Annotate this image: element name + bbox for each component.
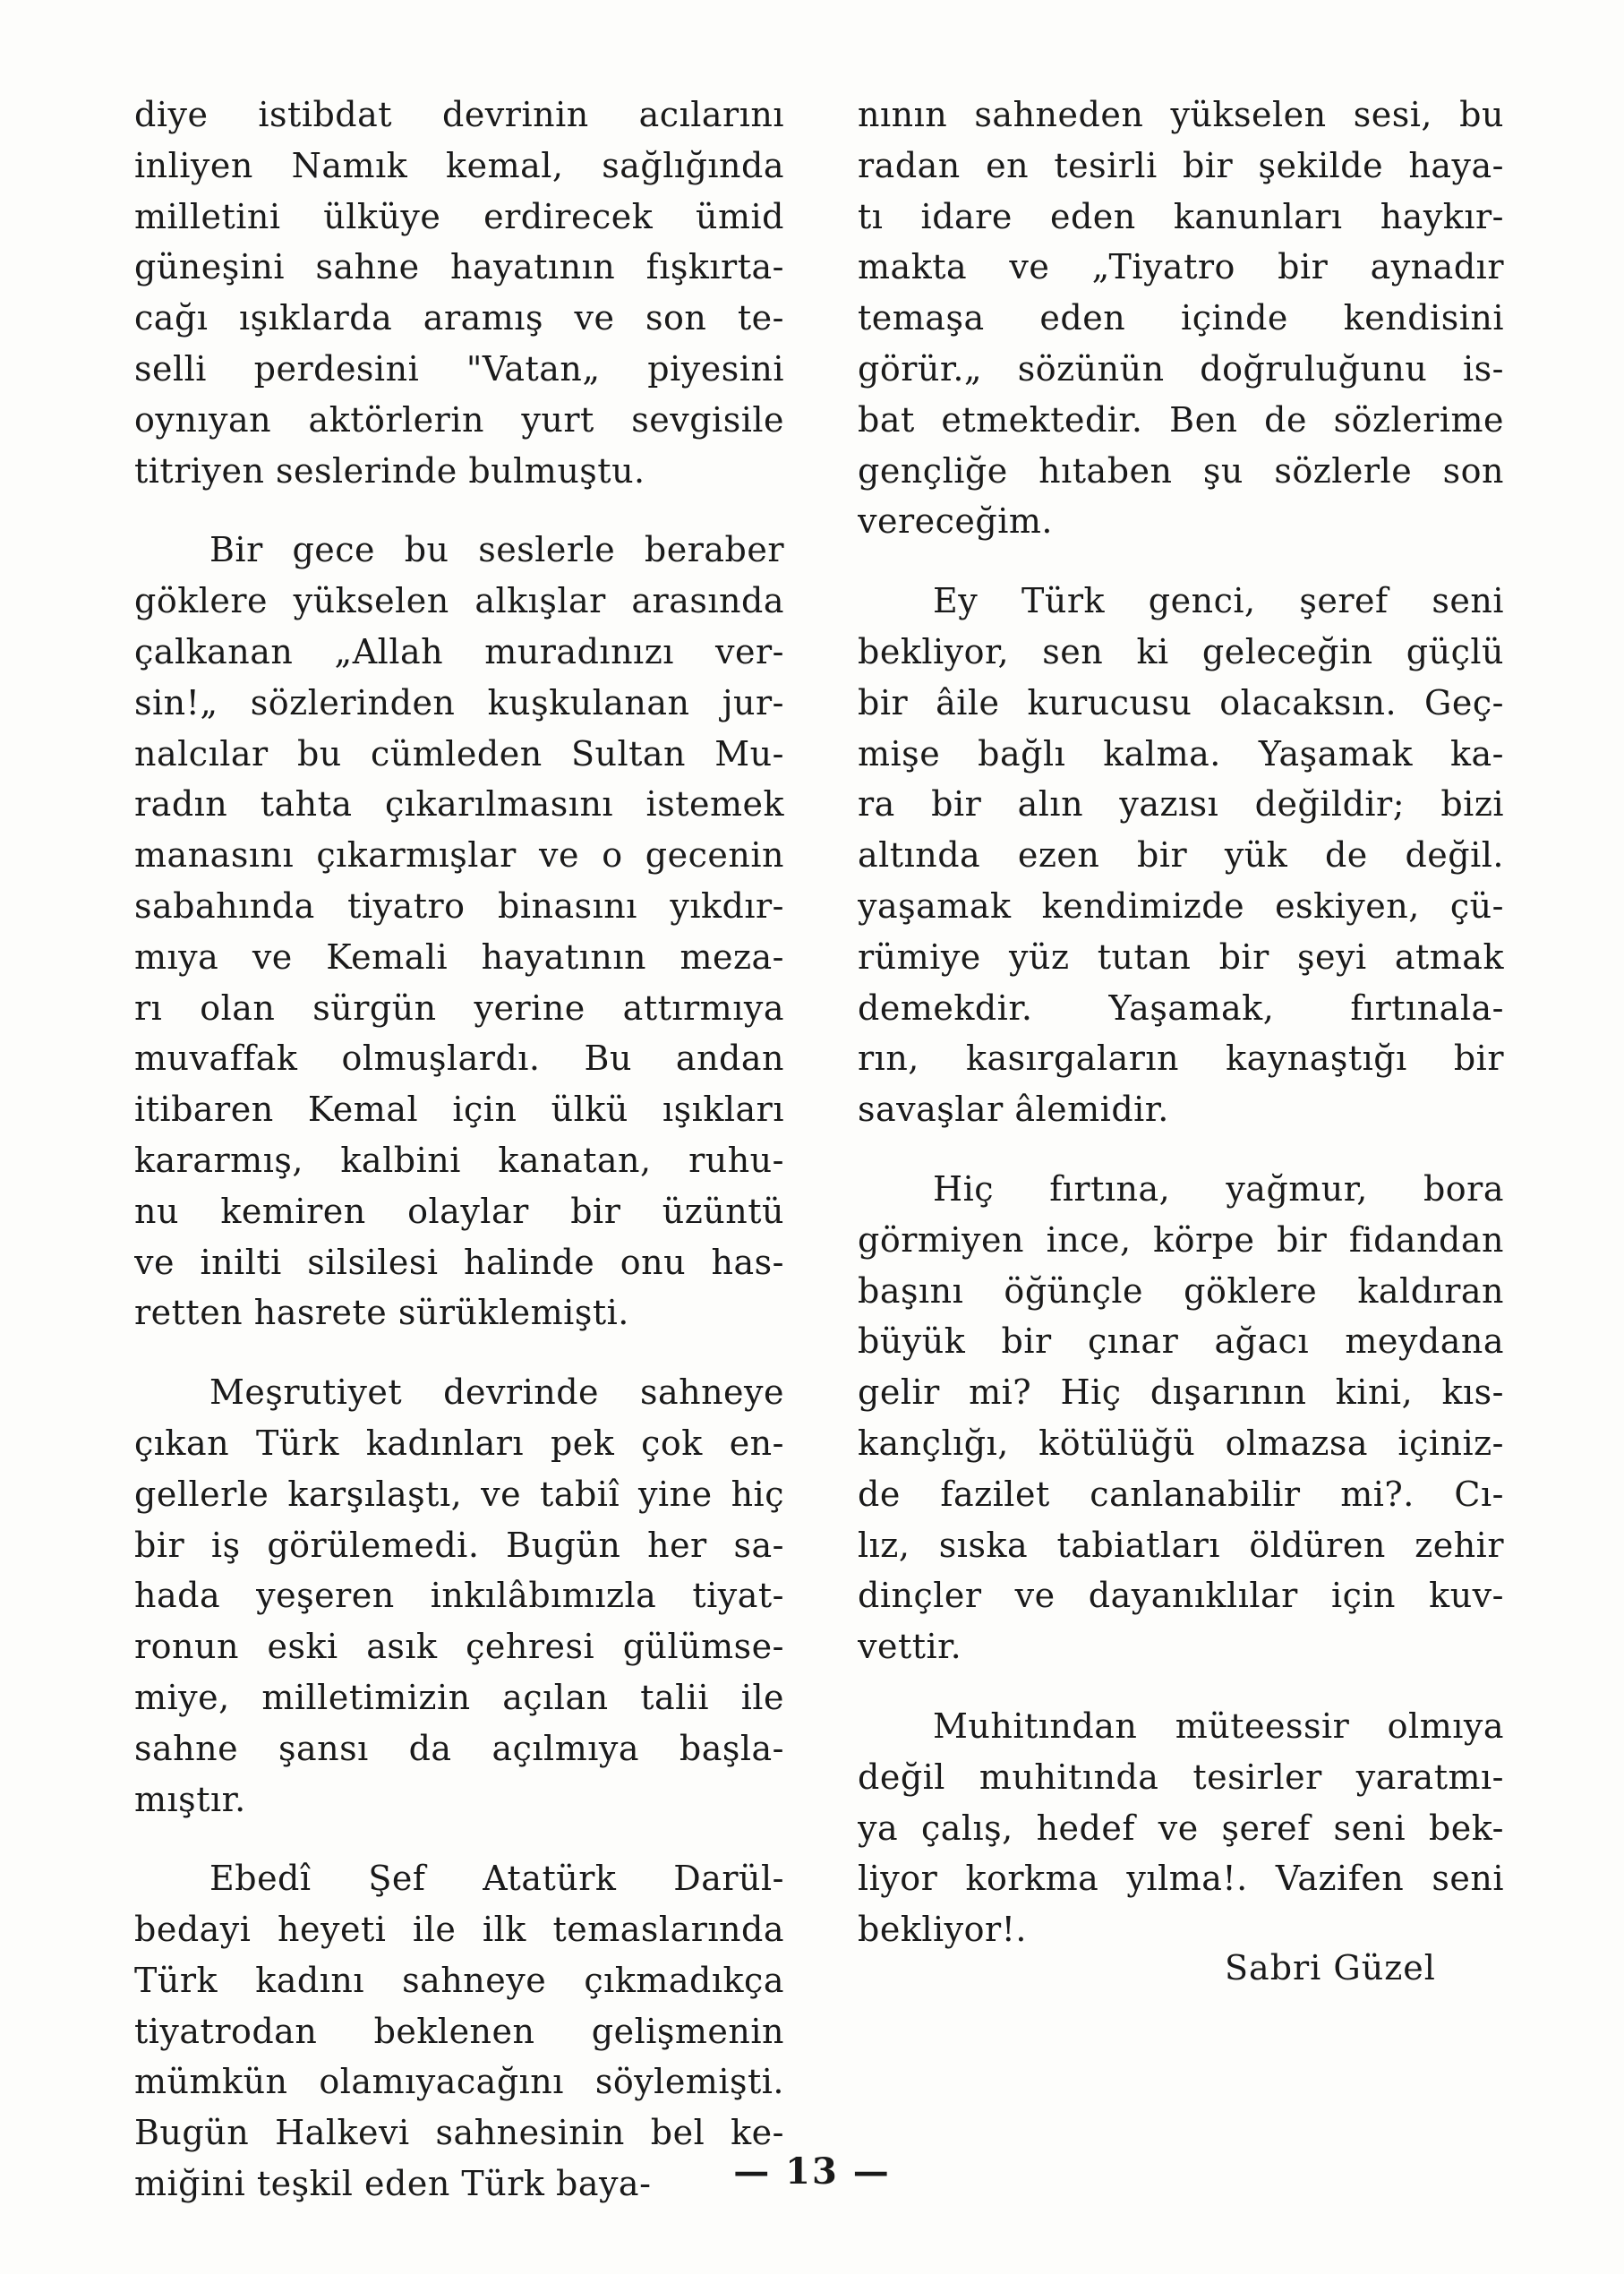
text-line: rı olan sürgün yerine attırmıya — [134, 987, 784, 1028]
text-line: bedayi heyeti ile ilk temaslarında — [134, 1910, 784, 1950]
text-line: tiyatrodan beklenen gelişmenin — [134, 2011, 784, 2051]
text-line: sin!„ sözlerinden kuşkulanan jur- — [134, 682, 784, 722]
paragraph — [858, 1164, 1504, 1672]
text-line: lız, sıska tabiatları öldüren zehir — [858, 1525, 1504, 1565]
text-line: rın, kasırgaların kaynaştığı bir — [858, 1039, 1504, 1079]
text-line: ra bir alın yazısı değildir; bizi — [858, 784, 1504, 825]
text-line: ve inilti silsilesi halinde onu has- — [134, 1242, 784, 1282]
text-line: mişe bağlı kalma. Yaşamak ka- — [858, 733, 1504, 774]
text-line: bir iş görülemedi. Bugün her sa- — [134, 1525, 784, 1565]
text-line: sahne şansı da açılmıya başla- — [134, 1728, 784, 1768]
text-line: radın tahta çıkarılmasını istemek — [134, 784, 784, 825]
text-line: temaşa eden içinde kendisini — [858, 298, 1504, 338]
text-line: kararmış, kalbini kanatan, ruhu- — [134, 1140, 784, 1180]
text-line: demekdir. Yaşamak, fırtınala- — [858, 987, 1504, 1028]
text-line: görmiyen ince, körpe bir fidandan — [858, 1219, 1504, 1260]
text-line: miye, milletimizin açılan talii ile — [134, 1677, 784, 1717]
paragraph — [858, 1701, 1504, 1955]
text-line: ronun eski asık çehresi gülümse- — [134, 1627, 784, 1667]
text-line: dinçler ve dayanıklılar için kuv- — [858, 1576, 1504, 1616]
text-line: gelir mi? Hiç dışarının kini, kıs- — [858, 1372, 1504, 1413]
text-line: Bugün Halkevi sahnesinin bel ke- — [134, 2113, 784, 2153]
text-line: retten hasrete sürüklemişti. — [134, 1293, 629, 1333]
text-line: Bir gece bu seslerle beraber — [209, 530, 784, 570]
text-line: hada yeşeren inkılâbımızla tiyat- — [134, 1576, 784, 1616]
text-line: Muhitından müteessir olmıya — [933, 1706, 1504, 1746]
text-line: altında ezen bir yük de değil. — [858, 835, 1504, 876]
text-line: bir âile kurucusu olacaksın. Geç- — [858, 682, 1504, 722]
text-line: görür.„ sözünün doğruluğunu is- — [858, 348, 1504, 389]
text-line: bekliyor, sen ki geleceğin güçlü — [858, 631, 1504, 671]
text-line: makta ve „Tiyatro bir aynadır — [858, 247, 1504, 287]
paragraph — [134, 90, 784, 496]
text-line: nu kemiren olaylar bir üzüntü — [134, 1191, 784, 1231]
text-line: miğini teşkil eden Türk baya- — [134, 2164, 652, 2204]
text-line: mıya ve Kemali hayatının meza- — [134, 936, 784, 977]
paragraph — [858, 90, 1504, 547]
right-column — [858, 90, 1504, 1984]
text-line: nının sahneden yükselen sesi, bu — [858, 95, 1504, 134]
text-line: Meşrutiyet devrinde sahneye — [209, 1372, 784, 1413]
text-line: vettir. — [858, 1627, 962, 1667]
text-line: milletini ülküye erdirecek ümid — [134, 196, 784, 236]
text-line: ya çalış, hedef ve şeref seni bek- — [858, 1808, 1504, 1848]
text-line: başını öğünçle göklere kaldıran — [858, 1270, 1504, 1311]
text-line: inliyen Namık kemal, sağlığında — [134, 145, 784, 185]
text-line: Türk kadını sahneye çıkmadıkça — [134, 1960, 784, 2000]
text-line: büyük bir çınar ağacı meydana — [858, 1321, 1504, 1362]
text-line: değil muhitında tesirler yaratmı- — [858, 1757, 1504, 1797]
text-line: selli perdesini "Vatan„ piyesini — [134, 348, 784, 389]
text-line: bat etmektedir. Ben de sözlerime — [858, 399, 1504, 440]
text-line: muvaffak olmuşlardı. Bu andan — [134, 1039, 784, 1079]
text-line: Ey Türk genci, şeref seni — [933, 581, 1504, 621]
text-line: kançlığı, kötülüğü olmazsa içiniz- — [858, 1423, 1504, 1463]
paragraph — [858, 576, 1504, 1135]
text-line: gellerle karşılaştı, ve tabiî yine hiç — [134, 1474, 784, 1514]
text-line: bekliyor!. — [858, 1910, 1028, 1950]
text-line: vereceğim. — [858, 501, 1053, 542]
text-line: nalcılar bu cümleden Sultan Mu- — [134, 733, 784, 774]
paragraph — [134, 525, 784, 1338]
text-line: tı idare eden kanunları haykır- — [858, 196, 1504, 236]
text-line: yaşamak kendimizde eskiyen, çü- — [858, 885, 1504, 926]
text-line: çalkanan „Allah muradınızı ver- — [134, 631, 784, 671]
author-signature: Sabri Güzel — [1225, 1948, 1436, 1988]
left-column — [134, 90, 784, 2238]
text-line: Ebedî Şef Atatürk Darül- — [209, 1859, 784, 1899]
text-line: mümkün olamıyacağını söylemişti. — [134, 2062, 784, 2102]
text-line: Hiç fırtına, yağmur, bora — [933, 1168, 1504, 1209]
text-line: sabahında tiyatro binasını yıkdır- — [134, 885, 784, 926]
page-number: — 13 — — [733, 2150, 891, 2193]
text-line: mıştır. — [134, 1779, 246, 1819]
text-line: itibaren Kemal için ülkü ışıkları — [134, 1090, 784, 1130]
text-line: de fazilet canlanabilir mi?. Cı- — [858, 1474, 1504, 1514]
text-line: liyor korkma yılma!. Vazifen seni — [858, 1859, 1504, 1899]
paragraph — [134, 1367, 784, 1825]
text-line: rümiye yüz tutan bir şeyi atmak — [858, 936, 1504, 977]
text-line: titriyen seslerinde bulmuştu. — [134, 450, 645, 491]
text-line: oynıyan aktörlerin yurt sevgisile — [134, 399, 784, 440]
text-line: çıkan Türk kadınları pek çok en- — [134, 1423, 784, 1463]
text-line: manasını çıkarmışlar ve o gecenin — [134, 835, 784, 876]
text-line: göklere yükselen alkışlar arasında — [134, 581, 784, 621]
text-line: güneşini sahne hayatının fışkırta- — [134, 247, 784, 287]
text-line: savaşlar âlemidir. — [858, 1090, 1169, 1130]
text-line: diye istibdat devrinin acılarını — [134, 95, 784, 134]
text-line: cağı ışıklarda aramış ve son te- — [134, 298, 784, 338]
text-line: gençliğe hıtaben şu sözlerle son — [858, 450, 1504, 491]
text-line: radan en tesirli bir şekilde haya- — [858, 145, 1504, 185]
